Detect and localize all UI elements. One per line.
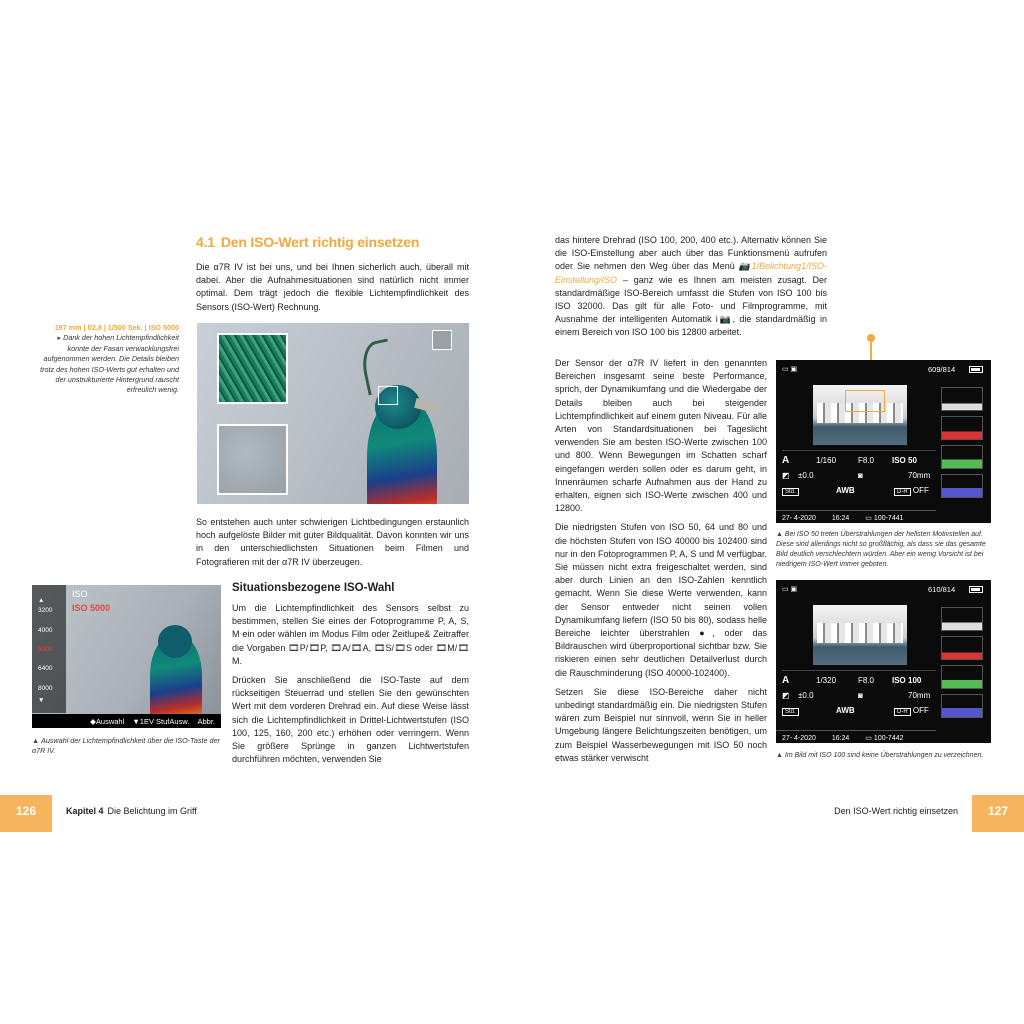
subheading: Situationsbezogene ISO-Wahl: [232, 582, 395, 594]
page-number-left: 126: [0, 795, 52, 832]
menu-path: 📷1/Belichtung1/ISO-Einstellung/ISO: [555, 261, 827, 285]
paragraph: Um die Lichtempfindlichkeit des Sensors selbst zu bestimmen, stellen Sie eines der Fotoprogramme P, A, S, M ein oder wählen im Modus Film oder Zeitlupe& Zeitraffer die Vorgaben 🎞P/🎞P, 🎞A/🎞A, 🎞S/🎞S oder 🎞M/🎞M.: [232, 603, 469, 666]
detail-frame-eye: [378, 386, 398, 405]
caption-text: Bei ISO 50 treten Überstrahlungen der hellsten Motivstellen auf. Diese sind allerdings nicht so großflächig, als dass sie das gesamte Bild deutlich verschlechtern würden. Aber ein wenig Vorsicht ist bei niedrigem ISO-Wert immer geboten.: [776, 531, 986, 568]
callout-marker-icon: [867, 334, 875, 342]
creative-style: [782, 486, 799, 496]
exposure-comp-icon: ◩: [782, 471, 790, 480]
page-number-right: 127: [972, 795, 1024, 832]
chapter-label: Kapitel 4: [66, 806, 104, 816]
paragraph: Setzen Sie diese ISO-Bereiche daher nicht unbedingt standardmäßig ein. Die niedrigsten Stufen wären zum Beispiel nur sinnvoll, wenn Sie in heller Umgebung längere Belichtungszeiten benötigen, um zum Beispiel Wasserbewegungen mit ISO 50 noch etwas stärker verwischt: [555, 686, 767, 763]
paragraph-part: das hintere Drehrad (ISO 100, 200, 400 etc.). Alternativ können Sie die ISO-Einstellung aber auch über das Funktionsmenü aufrufen oder Sie nehmen den Weg über das Menü: [555, 235, 827, 272]
playback-caption-2: [776, 751, 991, 761]
aperture: F8.0: [858, 676, 875, 685]
intro-paragraph-block: [196, 261, 469, 320]
shooting-mode: A: [782, 455, 790, 466]
photo-side-caption: [40, 323, 179, 396]
camera-screen-caption: [32, 736, 222, 757]
image-counter: 610/814: [928, 585, 956, 594]
caption-triangle-icon: ▲: [776, 531, 785, 538]
shutter-speed: 1/160: [816, 456, 837, 465]
caption-text: Im Bild mit ISO 100 sind keine Überstrahlungen zu verzeichnen.: [784, 752, 984, 759]
dro-setting: [894, 486, 929, 496]
section-running-head: Den ISO-Wert richtig einsetzen: [834, 806, 958, 816]
file-number: 100-7441: [873, 515, 904, 522]
iso-scale-item: 3200: [38, 607, 53, 614]
camera-iso-screen: [32, 585, 221, 728]
creative-style-badge: Std.: [782, 488, 799, 496]
white-balance: AWB: [836, 486, 855, 495]
liveview-bird-head: [158, 625, 192, 658]
after-photo-paragraph: So entstehen auch unter schwierigen Lichtbedingungen erstaunlich hoch aufgelöste Bilder mit guter Bildqualität. Davon konnten wir uns in den unterschiedlichsten Situationen beim Filmen und Fotografieren mit der α7R IV überzeugen.: [196, 517, 469, 567]
dro-icon: D-R: [894, 708, 911, 716]
divider: [782, 450, 936, 451]
histogram-luminance: [941, 387, 983, 411]
camera-guide-bar: [32, 714, 221, 728]
right-narrow-text: [555, 357, 767, 771]
histogram-blue: [941, 694, 983, 718]
image-counter: 609/814: [928, 365, 956, 374]
shutter-speed: 1/320: [816, 676, 837, 685]
right-column-text: [555, 234, 827, 346]
chapter-running-head: [66, 806, 197, 816]
divider: [782, 670, 936, 671]
iso-scale-item: 6400: [38, 665, 53, 672]
guide-step: ▼1EV StufAusw.: [132, 717, 190, 726]
detail-frame-background: [432, 330, 452, 350]
focal-length: 70mm: [908, 691, 931, 700]
dro-value: OFF: [912, 706, 929, 715]
histogram-blue: [941, 474, 983, 498]
paragraph: Der Sensor der α7R IV liefert in den genannten Bereichen insgesamt seine beste Performance, sprich, der Dynamikumfang und die Wiedergabe der Details bleiben auch bei steigender Lichtempfindlichkeit auf einem guten Niveau. Für alle Arten von Standardsituationen bei Tageslicht verwenden Sie am besten ISO-Werte zwischen 100 und 800. Wenn Bewegungen im Schatten scharf eingefangen werden sollen oder es darum geht, in Innenräumen scharfe Aufnahmen aus der Hand zu erhalten, eignen sich ISO-Werte zwischen 400 und 12800.: [555, 358, 767, 514]
left-column-text: [232, 602, 469, 772]
dro-setting: [894, 706, 929, 716]
section-heading: [196, 234, 419, 250]
iso-label: ISO: [72, 589, 88, 599]
histogram-green: [941, 665, 983, 689]
capture-date: 27- 4-2020: [782, 735, 816, 742]
exposure-comp: ±0.0: [798, 471, 814, 480]
after-photo-block: [196, 516, 469, 575]
playback-caption-1: [776, 530, 991, 570]
guide-cancel: Abbr.: [197, 717, 215, 726]
metering-icon: ◙: [858, 691, 863, 700]
iso-scale-item-selected: 5000: [38, 646, 53, 653]
iso-scale: [32, 585, 66, 713]
capture-date: 27- 4-2020: [782, 515, 816, 522]
protect-icon: ▭ ▣: [782, 366, 798, 373]
paragraph-part: – ganz wie es Ihnen am meisten zusagt. Der standardmäßige ISO-Bereich umfasst die Stufen von ISO 100 bis ISO 32000. Das gilt für alle Foto- und Filmprogramme, mit Ausnahme der intelligenten Automatik i📷, die standardmäßig in einem Bereich von ISO 100 bis 12800 arbeitet.: [555, 274, 827, 338]
caption-triangle-icon: ▲: [32, 736, 42, 745]
histogram-red: [941, 416, 983, 440]
histogram-red: [941, 636, 983, 660]
iso-scale-item: 4000: [38, 627, 53, 634]
playback-thumbnail: [813, 605, 907, 665]
overexposure-highlight-box: [845, 390, 885, 412]
protect-icon: ▭ ▣: [782, 586, 798, 593]
shooting-mode: A: [782, 675, 790, 686]
file-number: 100-7442: [873, 735, 904, 742]
folder-icon: ▭: [865, 735, 872, 742]
section-title: Den ISO-Wert richtig einsetzen: [220, 234, 420, 250]
dro-value: OFF: [912, 486, 929, 495]
dro-icon: D-R: [894, 488, 911, 496]
iso-readout: ISO 100: [892, 676, 922, 685]
scale-up-icon: ▲: [38, 597, 45, 604]
photo-caption-text: Dank der hohen Lichtempfindlichkeit konnte der Fasan verwacklungsfrei aufgenommen werden. Die Details bleiben trotz des hohen ISO-Werts gut erhalten und der unstrukturierte Hintergrund rauscht erfreulich wenig.: [40, 333, 179, 395]
camera-caption-text: Auswahl der Lichtempfindlichkeit über die ISO-Taste der α7R IV.: [32, 736, 220, 756]
metering-icon: ◙: [858, 471, 863, 480]
iso-readout: ISO 50: [892, 456, 917, 465]
iso-scale-item: 8000: [38, 685, 53, 692]
guide-select: ◆Auswahl: [90, 717, 125, 726]
creative-style: [782, 706, 799, 716]
iso-value: ISO 5000: [72, 603, 111, 613]
paragraph-menu-path: [555, 234, 827, 340]
detail-crop-feathers: [217, 333, 288, 404]
section-number: 4.1: [196, 234, 215, 250]
battery-icon: [969, 586, 983, 593]
aperture: F8.0: [858, 456, 875, 465]
intro-paragraph: Die α7R IV ist bei uns, und bei Ihnen sicherlich auch, überall mit dabei. Aber die Aufnahmesituationen sind natürlich nicht immer optimal. Dem trägt jedoch die flexible Lichtempfindlichkeit des Sensors (ISO-Wert) Rechnung.: [196, 262, 469, 312]
folder-icon: ▭: [865, 515, 872, 522]
focal-length: 70mm: [908, 471, 931, 480]
paragraph: Drücken Sie anschließend die ISO-Taste auf dem rückseitigen Steuerrad und stellen Sie den gewünschten Wert mit dem vorderen Drehrad ein. Auf diese Weise lässt sich die Lichtempfindlichkeit in Drittel-Lichtwertstufen (ISO 100, 125, 160, 200 etc.) erhöhen oder verringern. Wenn Sie größere Sprünge in ganzen Lichtwertstufen durchführen möchten, verwenden Sie: [232, 675, 469, 765]
capture-time: 16:24: [831, 515, 850, 522]
detail-crop-background: [217, 424, 288, 495]
creative-style-badge: Std.: [782, 708, 799, 716]
white-balance: AWB: [836, 706, 855, 715]
histogram-luminance: [941, 607, 983, 631]
capture-time: 16:24: [831, 735, 850, 742]
exposure-comp: ±0.0: [798, 691, 814, 700]
histogram-green: [941, 445, 983, 469]
paragraph: Die niedrigsten Stufen von ISO 50, 64 und 80 und die höchsten Stufen von ISO 40000 bis 102400 sind nur in den Fotoprogrammen P, A, S und M verfügbar. Sie müssen nicht extra freigeschaltet werden, sind aber durch Linien an den ISO-Zahlen kenntlich gemacht. Wenn Sie diese Werte verwenden, kann der Sensor entweder nicht seinen vollen Dynamikumfang liefern (ISO 50 bis 80), sodass helle Bereiche leichter überstrahlen ●, oder das Bildrauschen wird überproportional sichtbar bzw. Sie riskieren einen sehr deutlichen Detailverlust durch die Rauschminderung (ISO 40000-102400).: [555, 522, 767, 678]
chapter-title: Die Belichtung im Griff: [107, 806, 197, 816]
battery-icon: [969, 366, 983, 373]
exposure-comp-icon: ◩: [782, 691, 790, 700]
playback-footer: [776, 510, 936, 523]
playback-footer: [776, 730, 936, 743]
pheasant-photo: [197, 323, 469, 504]
playback-screen-iso100: [776, 580, 991, 743]
caption-triangle-icon: ▲: [776, 752, 785, 759]
scale-down-icon: ▼: [38, 697, 45, 704]
photo-exif: 197 mm | f/2,8 | 1/500 Sek. | ISO 5000: [54, 323, 179, 332]
playback-screen-iso50: [776, 360, 991, 523]
caption-triangle-icon: ▸: [57, 333, 64, 343]
